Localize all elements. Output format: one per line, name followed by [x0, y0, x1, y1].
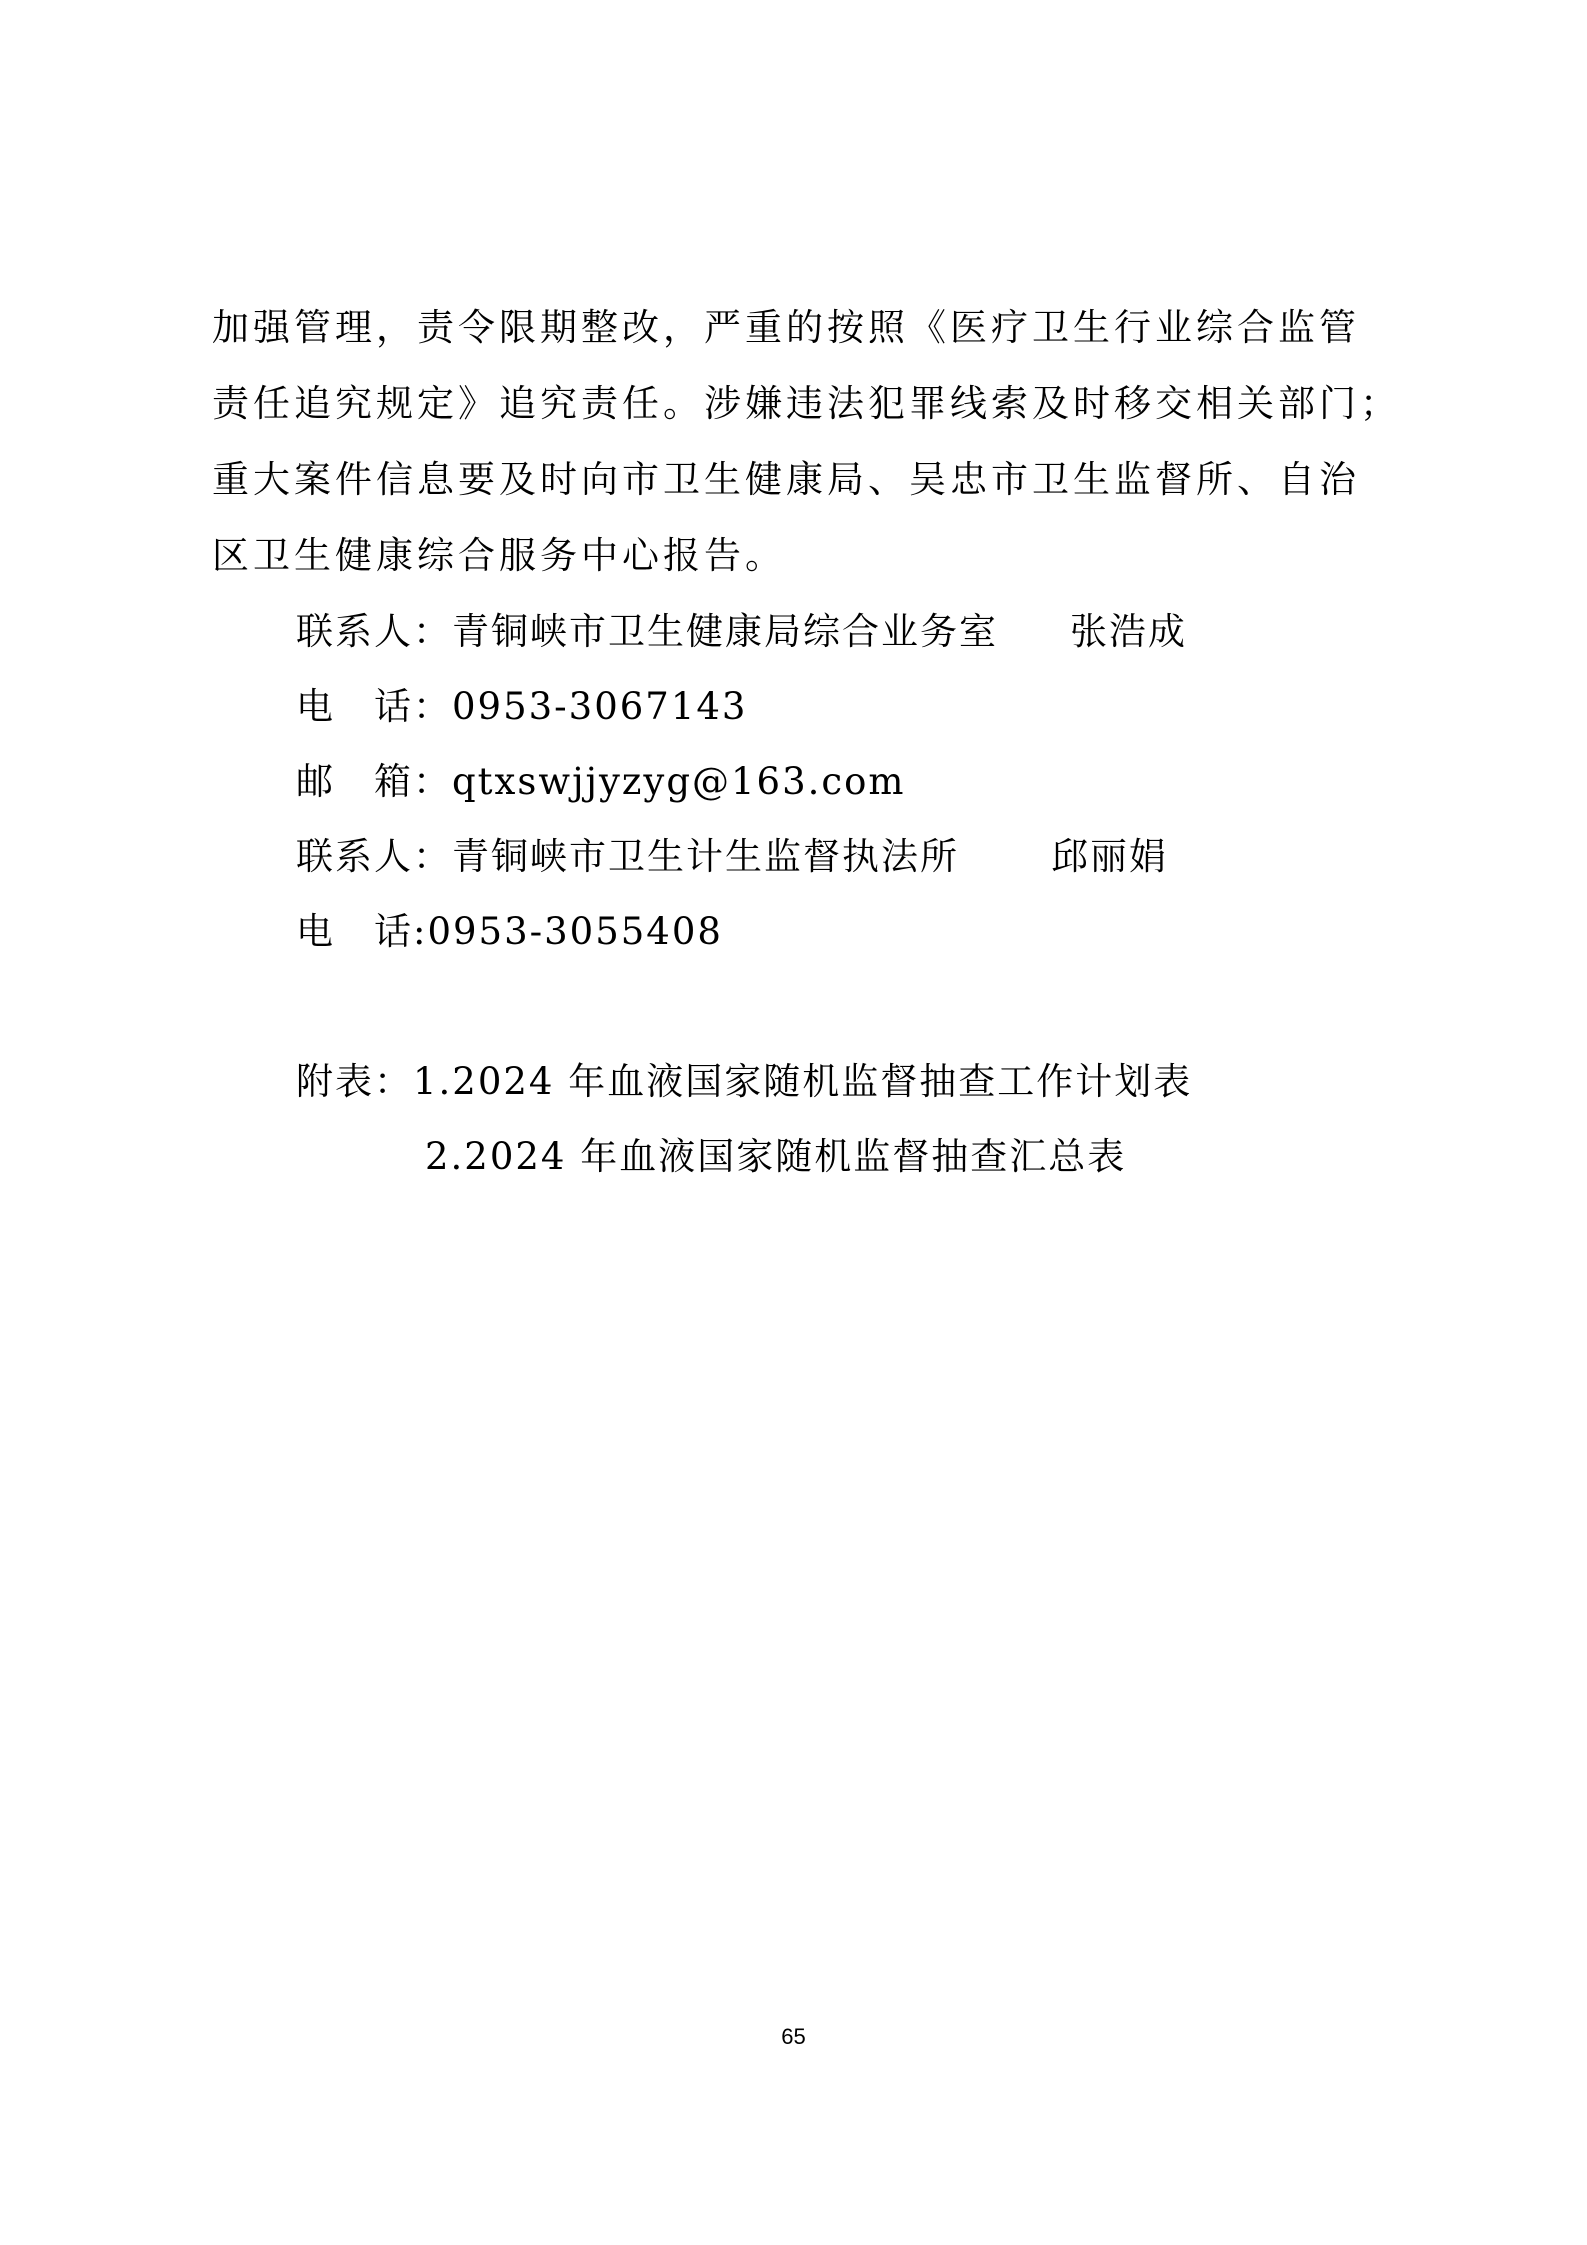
- contact-label: 联系人：: [296, 610, 452, 653]
- contact-organization: 青铜峡市卫生健康局综合业务室: [452, 610, 998, 653]
- contact-label: 电 话：: [296, 685, 452, 728]
- attachment-line-1: [296, 1057, 1192, 1107]
- contact-label: 邮 箱：: [296, 760, 452, 803]
- contact-line-5: [296, 907, 723, 957]
- contact-person: 邱丽娟: [1051, 835, 1168, 878]
- contact-label: 联系人：: [296, 835, 452, 878]
- attachment-label: 附表：: [296, 1060, 413, 1103]
- paragraph-line: 责任追究规定》追究责任。涉嫌违法犯罪线索及时移交相关部门；: [212, 382, 1401, 425]
- attachment-item: 1.2024 年血液国家随机监督抽查工作计划表: [413, 1060, 1193, 1103]
- attachment-line-2: [425, 1132, 1126, 1182]
- contact-label: 电 话:: [296, 910, 428, 953]
- contact-organization: 青铜峡市卫生计生监督执法所: [452, 835, 959, 878]
- paragraph-line: 重大案件信息要及时向市卫生健康局、吴忠市卫生监督所、自治: [212, 458, 1360, 501]
- paragraph-line: 区卫生健康综合服务中心报告。: [212, 534, 786, 577]
- contact-line-3: [296, 757, 905, 807]
- contact-line-2: [296, 682, 747, 732]
- phone-number: 0953-3067143: [452, 685, 748, 728]
- email-address[interactable]: qtxswjjyzyg@163.com: [452, 760, 906, 803]
- paragraph-line: 加强管理，责令限期整改，严重的按照《医疗卫生行业综合监管: [212, 306, 1360, 349]
- page-number: 65: [781, 2024, 806, 2049]
- phone-number: 0953-3055408: [427, 910, 723, 953]
- contact-person: 张浩成: [1070, 610, 1187, 653]
- contact-line-4: [296, 832, 1168, 882]
- attachment-item: 2.2024 年血液国家随机监督抽查汇总表: [425, 1135, 1127, 1178]
- contact-line-1: [296, 607, 1187, 657]
- body-paragraph: [212, 290, 1401, 594]
